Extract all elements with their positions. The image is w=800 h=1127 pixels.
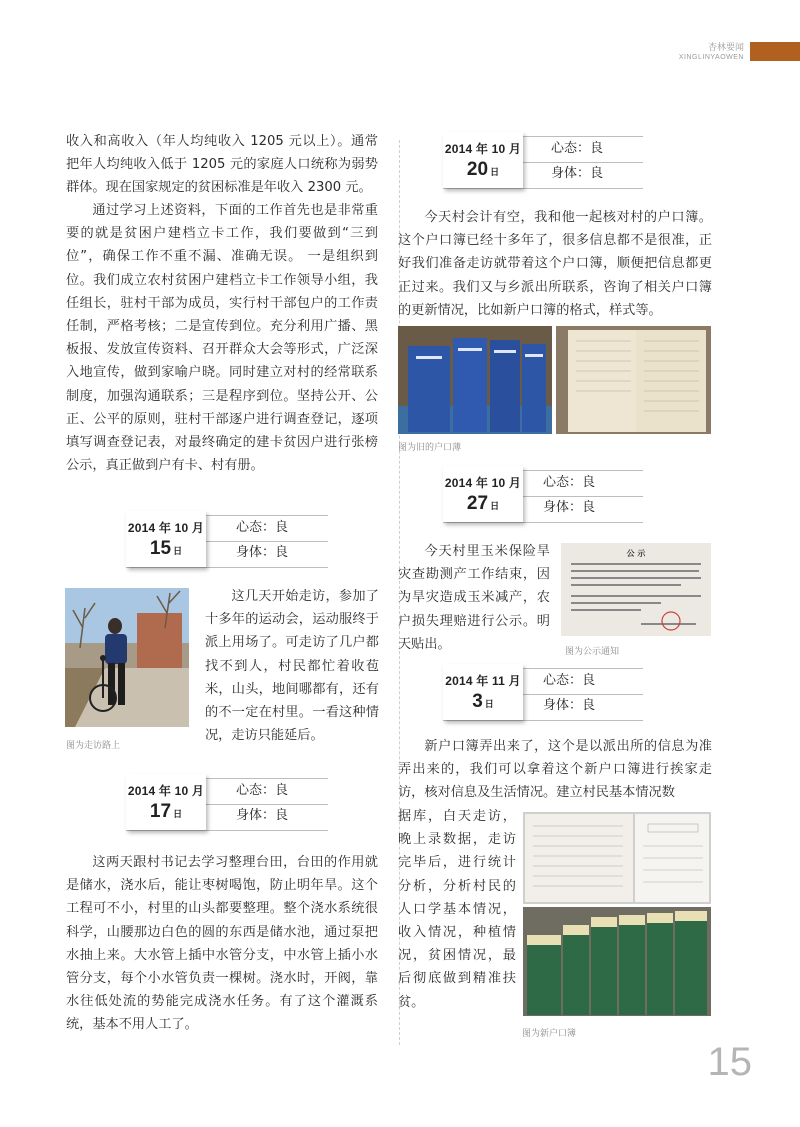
header-title-en: XINGLINYAOWEN bbox=[678, 54, 744, 61]
paragraph: 这几天开始走访，参加了十多年的运动会，运动服终于派上用场了。可走访了几户都找不到人，村民都忙着收苞米，山头，地间哪都有，还有的不一定在村里。一看这种情况，走访只能延后。 bbox=[205, 589, 379, 744]
date-day: 17 bbox=[149, 801, 172, 822]
photo-walking-visit bbox=[65, 588, 189, 727]
date-day-suffix: 日 bbox=[173, 810, 183, 820]
diary-entry-header bbox=[126, 515, 328, 567]
photo-caption: 图为走访路上 bbox=[66, 741, 121, 751]
brand-color-bar bbox=[750, 42, 800, 61]
date-day-suffix: 日 bbox=[490, 502, 500, 512]
photo-caption: 图为新户口簿 bbox=[522, 1029, 577, 1039]
date-year-month: 2014 年 10 月 bbox=[444, 142, 522, 156]
body-status: 身体：良 bbox=[236, 808, 289, 823]
new-register-pages-image bbox=[523, 812, 711, 904]
photo-old-registers bbox=[398, 326, 552, 434]
page-number: 15 bbox=[707, 1040, 752, 1084]
photo-old-register-page bbox=[556, 326, 711, 434]
date-box bbox=[443, 132, 523, 188]
mood-status: 心态：良 bbox=[543, 475, 596, 490]
photo-new-register-pages bbox=[523, 812, 711, 904]
walking-scene-image bbox=[65, 588, 189, 727]
date-day-suffix: 日 bbox=[173, 547, 183, 557]
photo-new-register-books bbox=[523, 907, 711, 1016]
date-box bbox=[443, 466, 523, 522]
date-year-month: 2014 年 10 月 bbox=[444, 476, 522, 490]
body-status: 身体：良 bbox=[551, 166, 604, 181]
date-day-suffix: 日 bbox=[484, 700, 494, 710]
body-status: 身体：良 bbox=[543, 698, 596, 713]
mood-status: 心态：良 bbox=[551, 141, 604, 156]
header-section-title bbox=[679, 42, 744, 63]
notice-text-lines bbox=[561, 543, 711, 636]
diary-entry-header bbox=[443, 136, 643, 188]
paragraph: 新户口簿弄出来了，这个是以派出所的信息为准弄出来的，我们可以拿着这个新户口簿进行挨家走访，核对信息及生活情况。建立村民基本情况数 bbox=[398, 739, 712, 801]
mood-status: 心态：良 bbox=[543, 673, 596, 688]
date-box bbox=[443, 664, 523, 720]
new-register-books-image bbox=[523, 907, 711, 1016]
photo-caption: 图为旧的户口薄 bbox=[398, 443, 462, 453]
date-year-month: 2014 年 10 月 bbox=[127, 521, 205, 535]
date-day: 3 bbox=[472, 691, 483, 712]
date-box bbox=[126, 774, 206, 830]
photo-public-notice bbox=[561, 543, 711, 636]
old-register-books-image bbox=[398, 326, 552, 434]
date-box bbox=[126, 511, 206, 567]
paragraph: 收入和高收入（年人均纯收入 1205 元以上）。通常把年人均纯收入低于 1205 元的家庭人口统称为弱势群体。现在国家规定的贫困标准是年收入 2300 元。 bbox=[66, 134, 378, 196]
paragraph: 通过学习上述资料，下面的工作首先也是非常重要的就是贫困户建档立卡工作，我们要做到“三到位”，确保工作不重不漏、准确无误。 一是组织到位。我们成立农村贫困户建档立卡工作领导小组，我任组长，驻村干部为成员，实行村干部包户的工作责任制，严格考核；二是宣传到位。充分利用广播、黑板报、发放宣传资料、召开群众大会等形式，广泛深入地宣传，做到家喻户晓。同时建立对村的经常联系制度，加强沟通联系；三是程序到位。坚持公开、公正、公平的原则，驻村干部逐户进行调查登记，逐项填写调查登记表，对最终确定的建卡贫因户进行张榜公示，真正做到户有卡、村有册。 bbox=[66, 203, 378, 474]
paragraph: 今天村会计有空，我和他一起核对村的户口簿。这个户口簿已经十多年了，很多信息都不是很准，正好我们准备走访就带着这个户口簿，顺便把信息都更正过来。我们又与乡派出所联系，咨询了相关户口簿的更新情况，比如新户口簿的格式，样式等。 bbox=[398, 210, 712, 318]
notice-title: 公 示 bbox=[626, 549, 646, 558]
paragraph: 据库，白天走访，晚上录数据，走访完毕后，进行统计分析，分析村民的人口学基本情况，收入情况，种植情况，贫困情况，最后彻底做到精准扶贫。 bbox=[398, 809, 516, 1010]
mood-status: 心态：良 bbox=[236, 520, 289, 535]
diary-entry-header bbox=[126, 778, 328, 830]
paragraph: 今天村里玉米保险旱灾查勘测产工作结束，因为旱灾造成玉米减产，农户损失理赔进行公示。明天贴出。 bbox=[398, 544, 550, 652]
header-title-cn: 杏林要闻 bbox=[707, 42, 744, 52]
date-day-suffix: 日 bbox=[490, 168, 500, 178]
body-status: 身体：良 bbox=[543, 500, 596, 515]
date-day: 20 bbox=[466, 159, 489, 180]
diary-entry-header bbox=[443, 470, 643, 522]
date-year-month: 2014 年 11 月 bbox=[445, 674, 521, 688]
date-day: 15 bbox=[149, 538, 172, 559]
photo-caption: 图为公示通知 bbox=[565, 647, 620, 657]
paragraph: 这两天跟村书记去学习整理台田，台田的作用就是储水，浇水后，能让枣树喝饱，防止明年旱。这个工程可不小，村里的山头都要整理。整个浇水系统很科学，山腰那边白色的圆的东西是储水池，通过泵把水抽上来。大水管上插中水管分支，中水管上插小水管分支，每个小水管负责一棵树。浇水时，开阀，靠水往低处流的势能完成浇水任务。有了这个灌溉系统，基本不用人工了。 bbox=[66, 855, 378, 1033]
mood-status: 心态：良 bbox=[236, 783, 289, 798]
body-status: 身体：良 bbox=[236, 545, 289, 560]
register-page-image bbox=[556, 326, 711, 434]
date-year-month: 2014 年 10 月 bbox=[127, 784, 205, 798]
diary-entry-header bbox=[443, 668, 643, 720]
date-day: 27 bbox=[466, 493, 489, 514]
